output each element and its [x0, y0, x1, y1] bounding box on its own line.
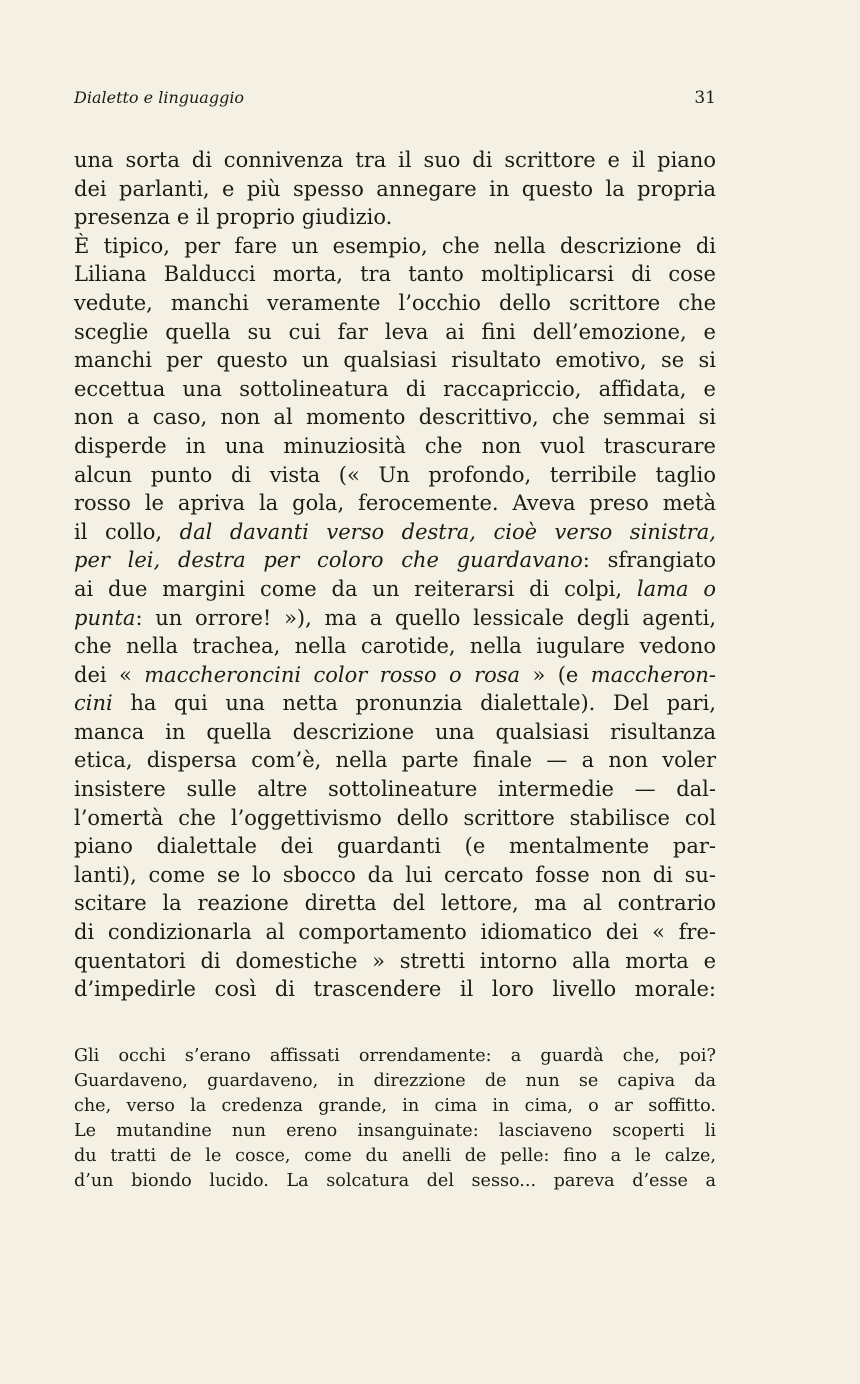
text-line: dei parlanti, e più spesso annegare in questo la propria — [74, 176, 716, 201]
text-line: lanti), come se lo sbocco da lui cercato fosse non di su- — [74, 862, 716, 887]
body-text — [74, 146, 716, 1004]
text-line: che nella trachea, nella carotide, nella iugulare vedono — [74, 634, 716, 659]
text-line: insistere sulle altre sottolineature intermedie — dal- — [74, 777, 716, 802]
text-line: eccettua una sottolineatura di raccapriccio, affidata, e — [74, 376, 716, 401]
text-line: scitare la reazione diretta del lettore, ma al contrario — [74, 891, 716, 916]
quote-line: che, verso la credenza grande, in cima in cima, o ar soffitto. — [74, 1096, 716, 1116]
text-line: etica, dispersa com’è, nella parte finale — a non voler — [74, 748, 716, 773]
text-line: ai due margini come da un reiterarsi di colpi, lama o — [74, 576, 716, 601]
text-line: disperde in una minuziosità che non vuol trascurare — [74, 433, 716, 458]
text-line: cini ha qui una netta pronunzia dialettale). Del pari, — [74, 691, 716, 716]
text-line: per lei, destra per coloro che guardavano: sfrangiato — [74, 548, 716, 573]
text-line: È tipico, per fare un esempio, che nella descrizione di — [74, 233, 716, 258]
text-line: l’omertà che l’oggettivismo dello scrittore stabilisce col — [74, 805, 716, 830]
quote-line: Gli occhi s’erano affissati orrendamente: a guardà che, poi? — [74, 1046, 716, 1066]
text-line: vedute, manchi veramente l’occhio dello scrittore che — [74, 290, 716, 315]
text-line: dei « maccheroncini color rosso o rosa » (e maccheron- — [74, 662, 716, 687]
quote-line: du tratti de le cosce, come du anelli de pelle: fino a le calze, — [74, 1146, 716, 1166]
text-line: di condizionarla al comportamento idiomatico dei « fre- — [74, 920, 716, 945]
block-quote — [74, 1044, 716, 1194]
text-line: una sorta di connivenza tra il suo di scrittore e il piano — [74, 148, 716, 172]
text-line: manchi per questo un qualsiasi risultato emotivo, se si — [74, 348, 716, 373]
text-line: quentatori di domestiche » stretti intorno alla morta e — [74, 948, 716, 973]
text-line: presenza e il proprio giudizio. — [74, 205, 393, 230]
running-title: Dialetto e linguaggio — [74, 88, 245, 107]
text-line: d’impedirle così di trascendere il loro livello morale: — [74, 977, 716, 1002]
page-number: 31 — [694, 88, 716, 108]
text-line: alcun punto di vista (« Un profondo, terribile taglio — [74, 462, 716, 487]
text-line: rosso le apriva la gola, ferocemente. Aveva preso metà — [74, 491, 716, 516]
text-line: non a caso, non al momento descrittivo, che semmai si — [74, 405, 716, 430]
text-line: sceglie quella su cui far leva ai fini dell’emozione, e — [74, 319, 716, 344]
page-header — [74, 88, 716, 108]
quote-line: d’un biondo lucido. La solcatura del sesso... pareva d’esse a — [74, 1171, 716, 1191]
text-line: manca in quella descrizione una qualsiasi risultanza — [74, 719, 716, 744]
text-line: punta: un orrore! »), ma a quello lessicale degli agenti, — [74, 605, 716, 630]
text-line: il collo, dal davanti verso destra, cioè verso sinistra, — [74, 519, 716, 544]
text-line: piano dialettale dei guardanti (e mentalmente par- — [74, 834, 716, 859]
quote-line: Guardaveno, guardaveno, in direzzione de nun se capiva da — [74, 1071, 716, 1091]
quote-line: Le mutandine nun ereno insanguinate: lasciaveno scoperti li — [74, 1121, 716, 1141]
text-line: Liliana Balducci morta, tra tanto moltiplicarsi di cose — [74, 262, 716, 287]
